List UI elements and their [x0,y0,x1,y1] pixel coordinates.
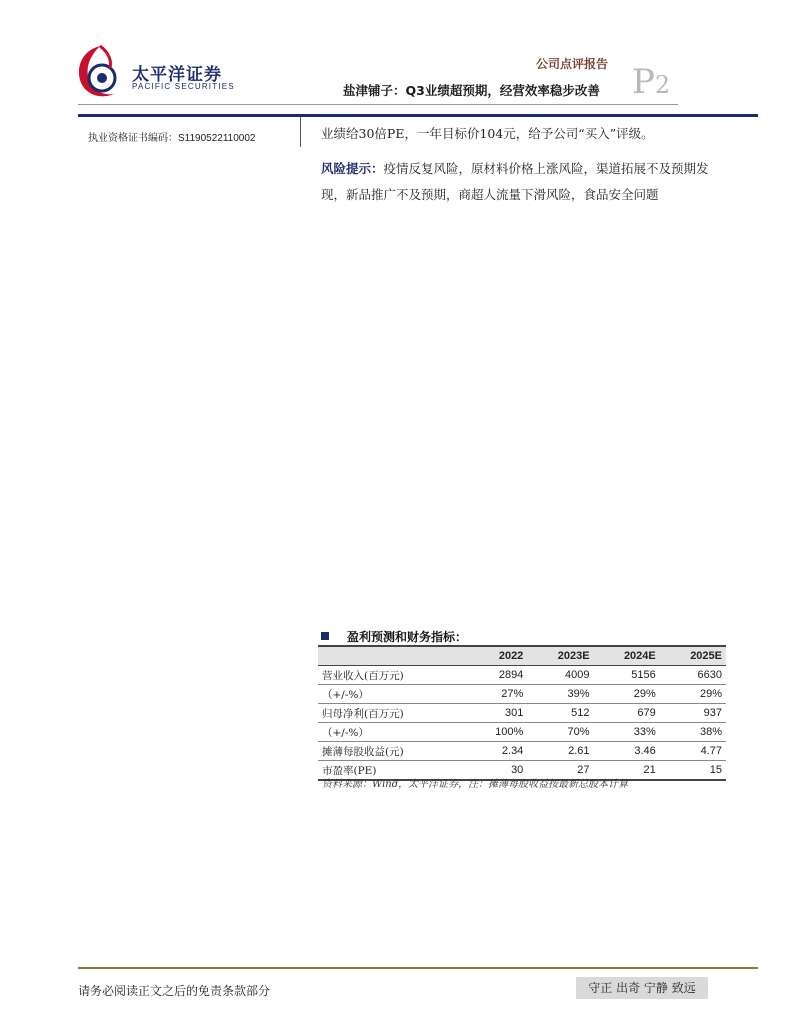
table-title [321,628,467,645]
table-cell: 30 [467,761,527,781]
table-cell: 6630 [660,666,726,685]
table-cell: 301 [467,704,527,723]
financial-forecast-table [318,645,726,781]
table-source-note: 资料来源：Wind，太平洋证券，注：摊薄每股收益按最新总股本计算 [322,779,629,790]
table-row [318,742,726,761]
table-cell: 70% [527,723,593,742]
row-label: 归母净利(百万元) [318,704,467,723]
header-rule [78,114,758,117]
table-header-row [318,646,726,666]
column-divider [300,117,301,147]
page-letter: P [632,62,655,102]
table-cell: 2.34 [467,742,527,761]
table-cell: 27 [527,761,593,781]
table-cell: 29% [660,685,726,704]
column-header: 2024E [594,646,660,666]
footer-rule [78,967,758,969]
page-number [632,62,670,102]
table-cell: 3.46 [594,742,660,761]
table-cell: 5156 [594,666,660,685]
table-row [318,723,726,742]
table-cell: 21 [594,761,660,781]
table-cell: 100% [467,723,527,742]
analyst-license-code: S1190522110002 [178,133,256,144]
row-label: 营业收入(百万元) [318,666,467,685]
table-cell: 2.61 [527,742,593,761]
disclaimer-note: 请务必阅读正文之后的免责条款部分 [78,984,271,998]
column-header: 2025E [660,646,726,666]
table-cell: 4009 [527,666,593,685]
report-type: 公司点评报告 [536,57,609,71]
table-cell: 39% [527,685,593,704]
risk-paragraph [321,156,731,208]
header-thin-rule [78,104,678,105]
table-cell: 2894 [467,666,527,685]
table-cell: 512 [527,704,593,723]
table-cell: 679 [594,704,660,723]
row-label: 市盈率(PE) [318,761,467,781]
table-cell: 15 [660,761,726,781]
row-label: 摊薄每股收益(元) [318,742,467,761]
analyst-license-label: 执业资格证书编码： [88,133,178,144]
table-row [318,704,726,723]
table-cell: 937 [660,704,726,723]
company-motto: 守正 出奇 宁静 致远 [576,977,708,999]
report-title: 盐津铺子：Q3业绩超预期，经营效率稳步改善 [343,83,600,98]
table-cell: 38% [660,723,726,742]
valuation-paragraph: 业绩给30倍PE，一年目标价104元，给予公司“买入”评级。 [321,126,654,141]
column-header [318,646,467,666]
table-row [318,685,726,704]
column-header: 2023E [527,646,593,666]
brand-name-cn: 太平洋证券 [132,65,222,85]
brand-name-en: PACIFIC SECURITIES [132,82,235,91]
table-cell: 27% [467,685,527,704]
table-title-text: 盈利预测和财务指标： [347,630,468,644]
square-bullet-icon [321,632,329,640]
table-cell: 29% [594,685,660,704]
row-label: （+/-%） [318,685,467,704]
column-header: 2022 [467,646,527,666]
page-digit: 2 [654,71,671,99]
risk-label: 风险提示： [321,161,384,176]
risk-text: 疫情反复风险，原材料价格上涨风险，渠道拓展不及预期发现，新品推广不及预期，商超人流量下滑风险，食品安全问题 [321,161,709,202]
table-cell: 33% [594,723,660,742]
table-row [318,666,726,685]
table-cell: 4.77 [660,742,726,761]
pacific-securities-logo-icon [74,42,126,102]
row-label: （+/-%） [318,723,467,742]
analyst-license [88,129,256,144]
